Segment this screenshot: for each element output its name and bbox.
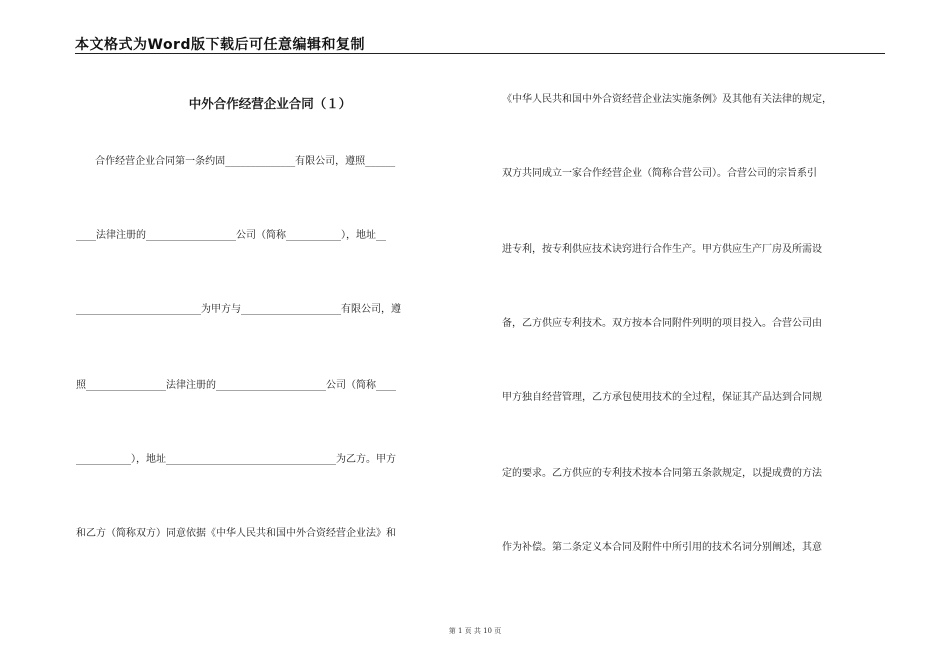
page-number: 第 1 页 共 10 页: [448, 627, 502, 635]
body-text-line: 进专利，按专利供应技术诀窍进行合作生产。甲方供应生产厂房及所需设: [502, 244, 822, 255]
body-text-line: ____法律注册的__________________公司（简称___________），地址__: [76, 230, 386, 241]
body-text-line: ___________），地址__________________________________为乙方。甲方: [76, 454, 396, 465]
body-text-line: 作为补偿。第二条定义本合同及附件中所引用的技术名词分别阐述，其意: [502, 542, 822, 553]
body-text-line: 《中华人民共和国中外合资经营企业法实施条例》及其他有关法律的规定，: [502, 94, 832, 105]
body-text-line: 定的要求。乙方供应的专利技术按本合同第五条款规定，以提成费的方法: [502, 468, 822, 479]
body-text-line: _________________________为甲方与____________________有限公司，遵: [76, 304, 401, 315]
body-text-line: 双方共同成立一家合作经营企业（简称合营公司）。合营公司的宗旨系引: [502, 168, 817, 179]
body-text-line: 合作经营企业合同第一条约固______________有限公司，遵照______: [76, 156, 396, 167]
body-text-line: 和乙方（简称双方）同意依据《中华人民共和国中外合资经营企业法》和: [76, 528, 396, 539]
body-text-line: 甲方独自经营管理，乙方承包使用技术的全过程，保证其产品达到合同规: [502, 392, 822, 403]
header-title: 本文格式为Word版下载后可任意编辑和复制: [75, 37, 365, 53]
body-text-line: 照________________法律注册的______________________公司（简称____: [76, 380, 396, 391]
body-text-line: 备，乙方供应专利技术。双方按本合同附件列明的项目投入。合营公司由: [502, 318, 822, 329]
document-title: 中外合作经营企业合同（１）: [188, 96, 352, 111]
header-divider: [75, 53, 885, 54]
